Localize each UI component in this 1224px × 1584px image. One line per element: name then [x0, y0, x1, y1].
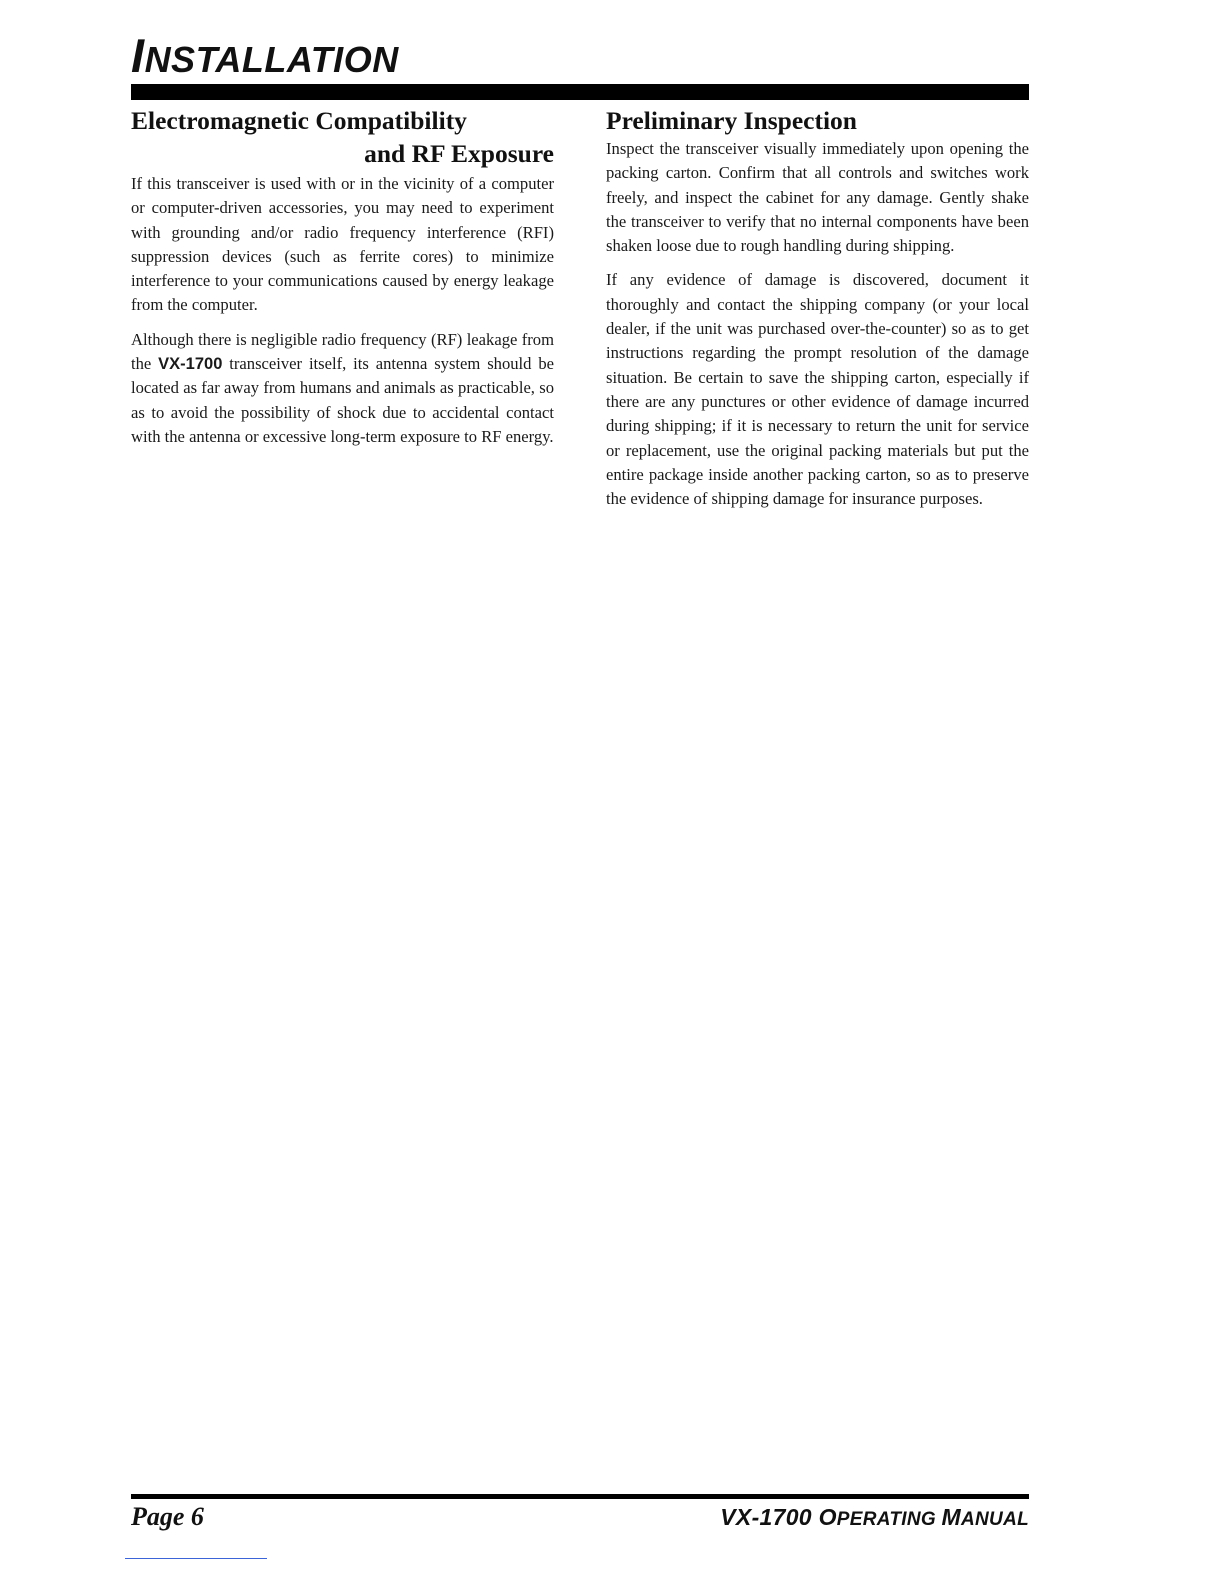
emc-paragraph-2-start: Although there is negligible radio frequency (RF) leakage from the — [131, 329, 554, 374]
emc-heading-line2: and RF Exposure — [364, 139, 554, 168]
manual-title-m: M — [941, 1504, 961, 1530]
inspection-paragraph-2: If any evidence of damage is discovered, document it thoroughly and contact the shipping company (or your local dealer, if the unit was purchased over-the-counter) so as to get instructions regarding the prompt resolution of the damage situation. Be certain to save the shipping carton, especially if there are any punctures or other evidence of damage incurred during shipping; if it is necessary to return the unit for service or replacement, use the original packing materials but put the entire package inside another packing carton, so as to preserve the evidence of shipping damage for insurance purposes. — [606, 270, 1029, 509]
page-title — [131, 28, 399, 83]
left-column — [131, 104, 554, 459]
header-rule — [131, 84, 1029, 100]
page-number: Page 6 — [131, 1502, 204, 1531]
emc-heading — [131, 104, 554, 170]
link-underline — [125, 1558, 267, 1559]
emc-paragraph-2 — [131, 328, 554, 449]
inspection-heading: Preliminary Inspection — [606, 106, 857, 135]
right-column — [606, 104, 1029, 521]
manual-title — [720, 1504, 1029, 1531]
page-title-initial: I — [131, 29, 145, 82]
inspection-paragraph-1: Inspect the transceiver visually immediately upon opening the packing carton. Confirm that all controls and switches work freely, and inspect the cabinet for any damage. Gently shake the transceiver to verify that no internal components have been shaken loose due to rough handling during shipping. — [606, 139, 1029, 256]
model-name: VX-1700 — [158, 355, 223, 374]
emc-paragraph-2-end: transceiver itself, its antenna system should be located as far away from humans and animals as practicable, so as to avoid the possibility of shock due to accidental contact with the antenna or excessive long-term exposure to RF energy. — [131, 354, 555, 446]
emc-paragraph-1: If this transceiver is used with or in the vicinity of a computer or computer-driven accessories, you may need to experiment with grounding and/or radio frequency interference (RFI) suppression devices (such as ferrite cores) to minimize interference to your communications caused by energy leakage from the computer. — [131, 174, 554, 315]
manual-title-perating: PERATING — [836, 1509, 942, 1530]
manual-title-anual: ANUAL — [961, 1509, 1029, 1530]
manual-title-model: VX-1700 — [720, 1504, 819, 1530]
manual-title-o: O — [818, 1504, 837, 1530]
footer-rule — [131, 1494, 1029, 1499]
emc-heading-line1: Electromagnetic Compatibility — [131, 106, 467, 135]
page-title-rest: NSTALLATION — [144, 39, 399, 80]
